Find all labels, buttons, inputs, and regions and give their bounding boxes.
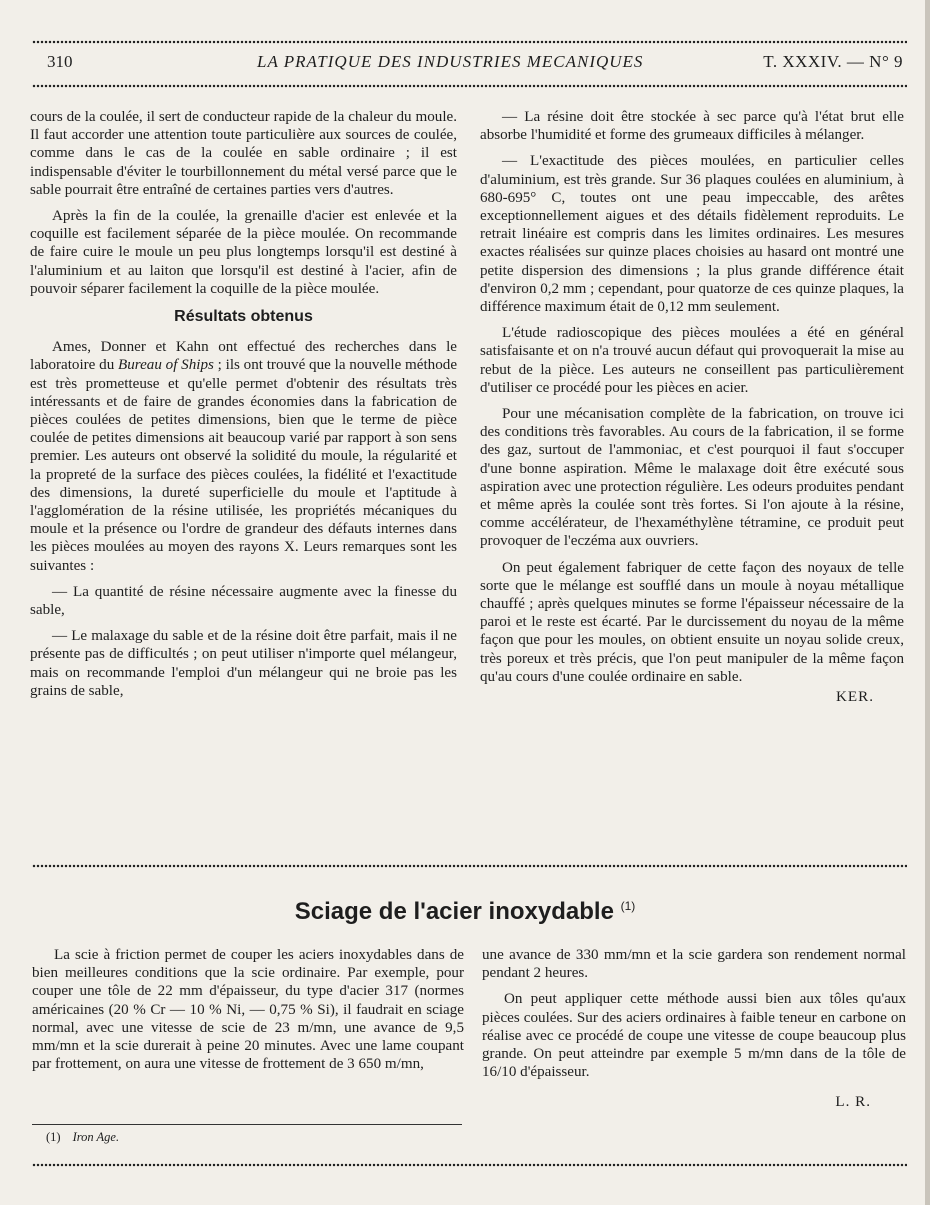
paragraph: — Le malaxage du sable et de la résine doit être parfait, mais il ne présente pas de difficultés ; on peut utiliser n'importe quel mélangeur, mais on recommande l'emploi d'un mélangeur qui ne broie pas les grains de sable,: [30, 628, 457, 699]
footnote-source: Iron Age.: [72, 1130, 120, 1144]
paragraph: — La résine doit être stockée à sec parce qu'à l'état brut elle absorbe l'humidité et forme des grumeaux difficiles à mélanger.: [480, 109, 904, 144]
paragraph: L'étude radioscopique des pièces moulées a été en général satisfaisante et on n'a trouvé aucun défaut qui provoquerait la mise au rebut de la pièce. Les auteurs ne conseillent pas particulièrement d'utiliser ce procédé pour les pièces en acier.: [480, 325, 904, 396]
article2-title: Sciage de l'acier inoxydable $^{(1)}$: [294, 898, 636, 925]
article2-left-column: [32, 946, 464, 1081]
article1-right-column: [480, 108, 904, 714]
section-dotted-rule: [32, 864, 907, 868]
page-edge: [925, 0, 930, 1205]
section-heading: Résultats obtenus: [174, 308, 313, 326]
article2-right-column: [482, 946, 906, 1120]
page-number: 310: [47, 52, 73, 71]
italic-reference: Bureau of Ships: [118, 357, 214, 374]
paragraph: cours de la coulée, il sert de conducteur rapide de la chaleur du moule. Il faut accorder une attention toute particulière aux sources de coulée, comme dans le cas de la coulée en sable ordinaire ; il est indispensable d'éviter le tourbillonnement du métal versé parce que le sable pourrait être entraîné de certaines parties vers d'autres.: [30, 109, 457, 198]
signature: L. R.: [835, 1094, 871, 1111]
top-dotted-rule: [32, 40, 907, 44]
paragraph: Après la fin de la coulée, la grenaille d'acier est enlevée et la coquille est facilement séparée de la pièce moulée. On recommande de faire cuire le moule un peu plus longtemps lorsqu'il est destiné à l'aluminium et au laiton que lorsqu'il est destiné à l'acier, afin de pouvoir séparer facilement la coquille de la pièce moulée.: [30, 208, 457, 297]
paragraph: On peut appliquer cette méthode aussi bien aux tôles qu'aux pièces coulées. Sur des aciers ordinaires à faible teneur en carbone on réalise avec ce procédé de coupe une vitesse de coupe beaucoup plus grande. On peut atteindre par exemple 5 m/mn dans de la tôle de 16/10 d'épaisseur.: [482, 991, 906, 1081]
volume-issue: T. XXXIV. — N° 9: [763, 52, 903, 71]
journal-title: LA PRATIQUE DES INDUSTRIES MECANIQUES: [257, 52, 644, 71]
article1-left-column: [30, 108, 457, 708]
paragraph: La scie à friction permet de couper les aciers inoxydables dans de bien meilleures conditions que la scie ordinaire. Par exemple, pour couper une tôle de 22 mm d'épaisseur, du type d'acier 317 (normes américaines (20 % Cr — 10 % Ni, — 0,75 % Si), il faudrait en sciage normal, avec une vitesse de scie de 23 m/mn, une avance de 9,5 mm/mn et la scie durerait à peine 20 minutes. Avec une lame coupant par frottement, on aura une vitesse de frottement de 3 650 m/mn,: [32, 947, 464, 1073]
footnote-rule: [32, 1124, 462, 1125]
signature: KER.: [836, 689, 874, 706]
paragraph: Pour une mécanisation complète de la fabrication, on trouve ici des conditions très favorables. Au cours de la fabrication, il se forme des gaz, surtout de l'ammoniac, et c'est pourquoi il faut s'occuper d'une bonne aspiration. Même le malaxage doit être exécuté sous aspiration avec une protection régulière. Les odeurs produites pendant et même après la coulée sont très fortes. Si l'on ajoute à la résine, comme accélérateur, de l'hexaméthylène tétramine, ce produit peut provoquer de l'eczéma aux ouvriers.: [480, 406, 904, 550]
paragraph: On peut également fabriquer de cette façon des noyaux de telle sorte que le mélange est soufflé dans un moule à noyau métallique chauffé ; après quelques minutes se forme l'épaisseur nécessaire de la paroi et le reste est écarté. Par le durcissement du noyau de la même façon que pour les moules, on obtient ensuite un noyau solide creux, très poreux et très précis, que l'on peut manipuler de la même façon qu'au cours d'une coulée ordinaire en sable.: [480, 559, 904, 685]
paragraph: — La quantité de résine nécessaire augmente avec la finesse du sable,: [30, 583, 457, 619]
header-dotted-rule: [32, 84, 907, 88]
bottom-dotted-rule: [32, 1163, 907, 1167]
footnote: (1) Iron Age.: [46, 1130, 120, 1144]
footnote-mark: (1): [620, 899, 636, 913]
paragraph: — L'exactitude des pièces moulées, en particulier celles d'aluminium, est très grande. Sur 36 plaques coulées en aluminium, à 680-695° C, toutes ont une peau impeccable, des arêtes exceptionnellement aigues et des détails fidèlement reproduits. Le retrait linéaire est compris dans les limites ordinaires. Les mesures exactes réalisées sur quinze places choisies au hasard ont montré une petite dispersion des dimensions ; la plus grande différence était d'environ 0,2 mm ; cependant, pour quatorze de ces quinze plaques, la différence maximum était de 0,12 mm seulement.: [480, 153, 904, 316]
paragraph: une avance de 330 mm/mn et la scie gardera son rendement normal pendant 2 heures.: [482, 947, 906, 982]
paragraph: Ames, Donner et Kahn ont effectué des recherches dans le laboratoire du Bureau of Ships ; ils ont trouvé que la nouvelle méthode est très prometteuse et qu'elle permet d'obtenir des résultats très intéressants et de faire de grandes économies dans la fabrication de pièces coulées de petites dimensions, bien que le terme de pièce coulée de petites dimensions ait beaucoup varié par rapport à son sens premier. Les auteurs ont observé la solidité du moule, la régularité et la propreté de la surface des pièces coulées, la fidélité et l'exactitude des dimensions, la dureté superficielle du moule et l'aptitude à l'agglomération de la résine utilisée, les propriétés mécaniques du moule et la présence ou l'ordre de grandeur des défauts internes dans les pièces moulées au moyen des rayons X. Leurs remarques sont les suivantes :: [30, 339, 458, 574]
page-header: [32, 52, 907, 76]
